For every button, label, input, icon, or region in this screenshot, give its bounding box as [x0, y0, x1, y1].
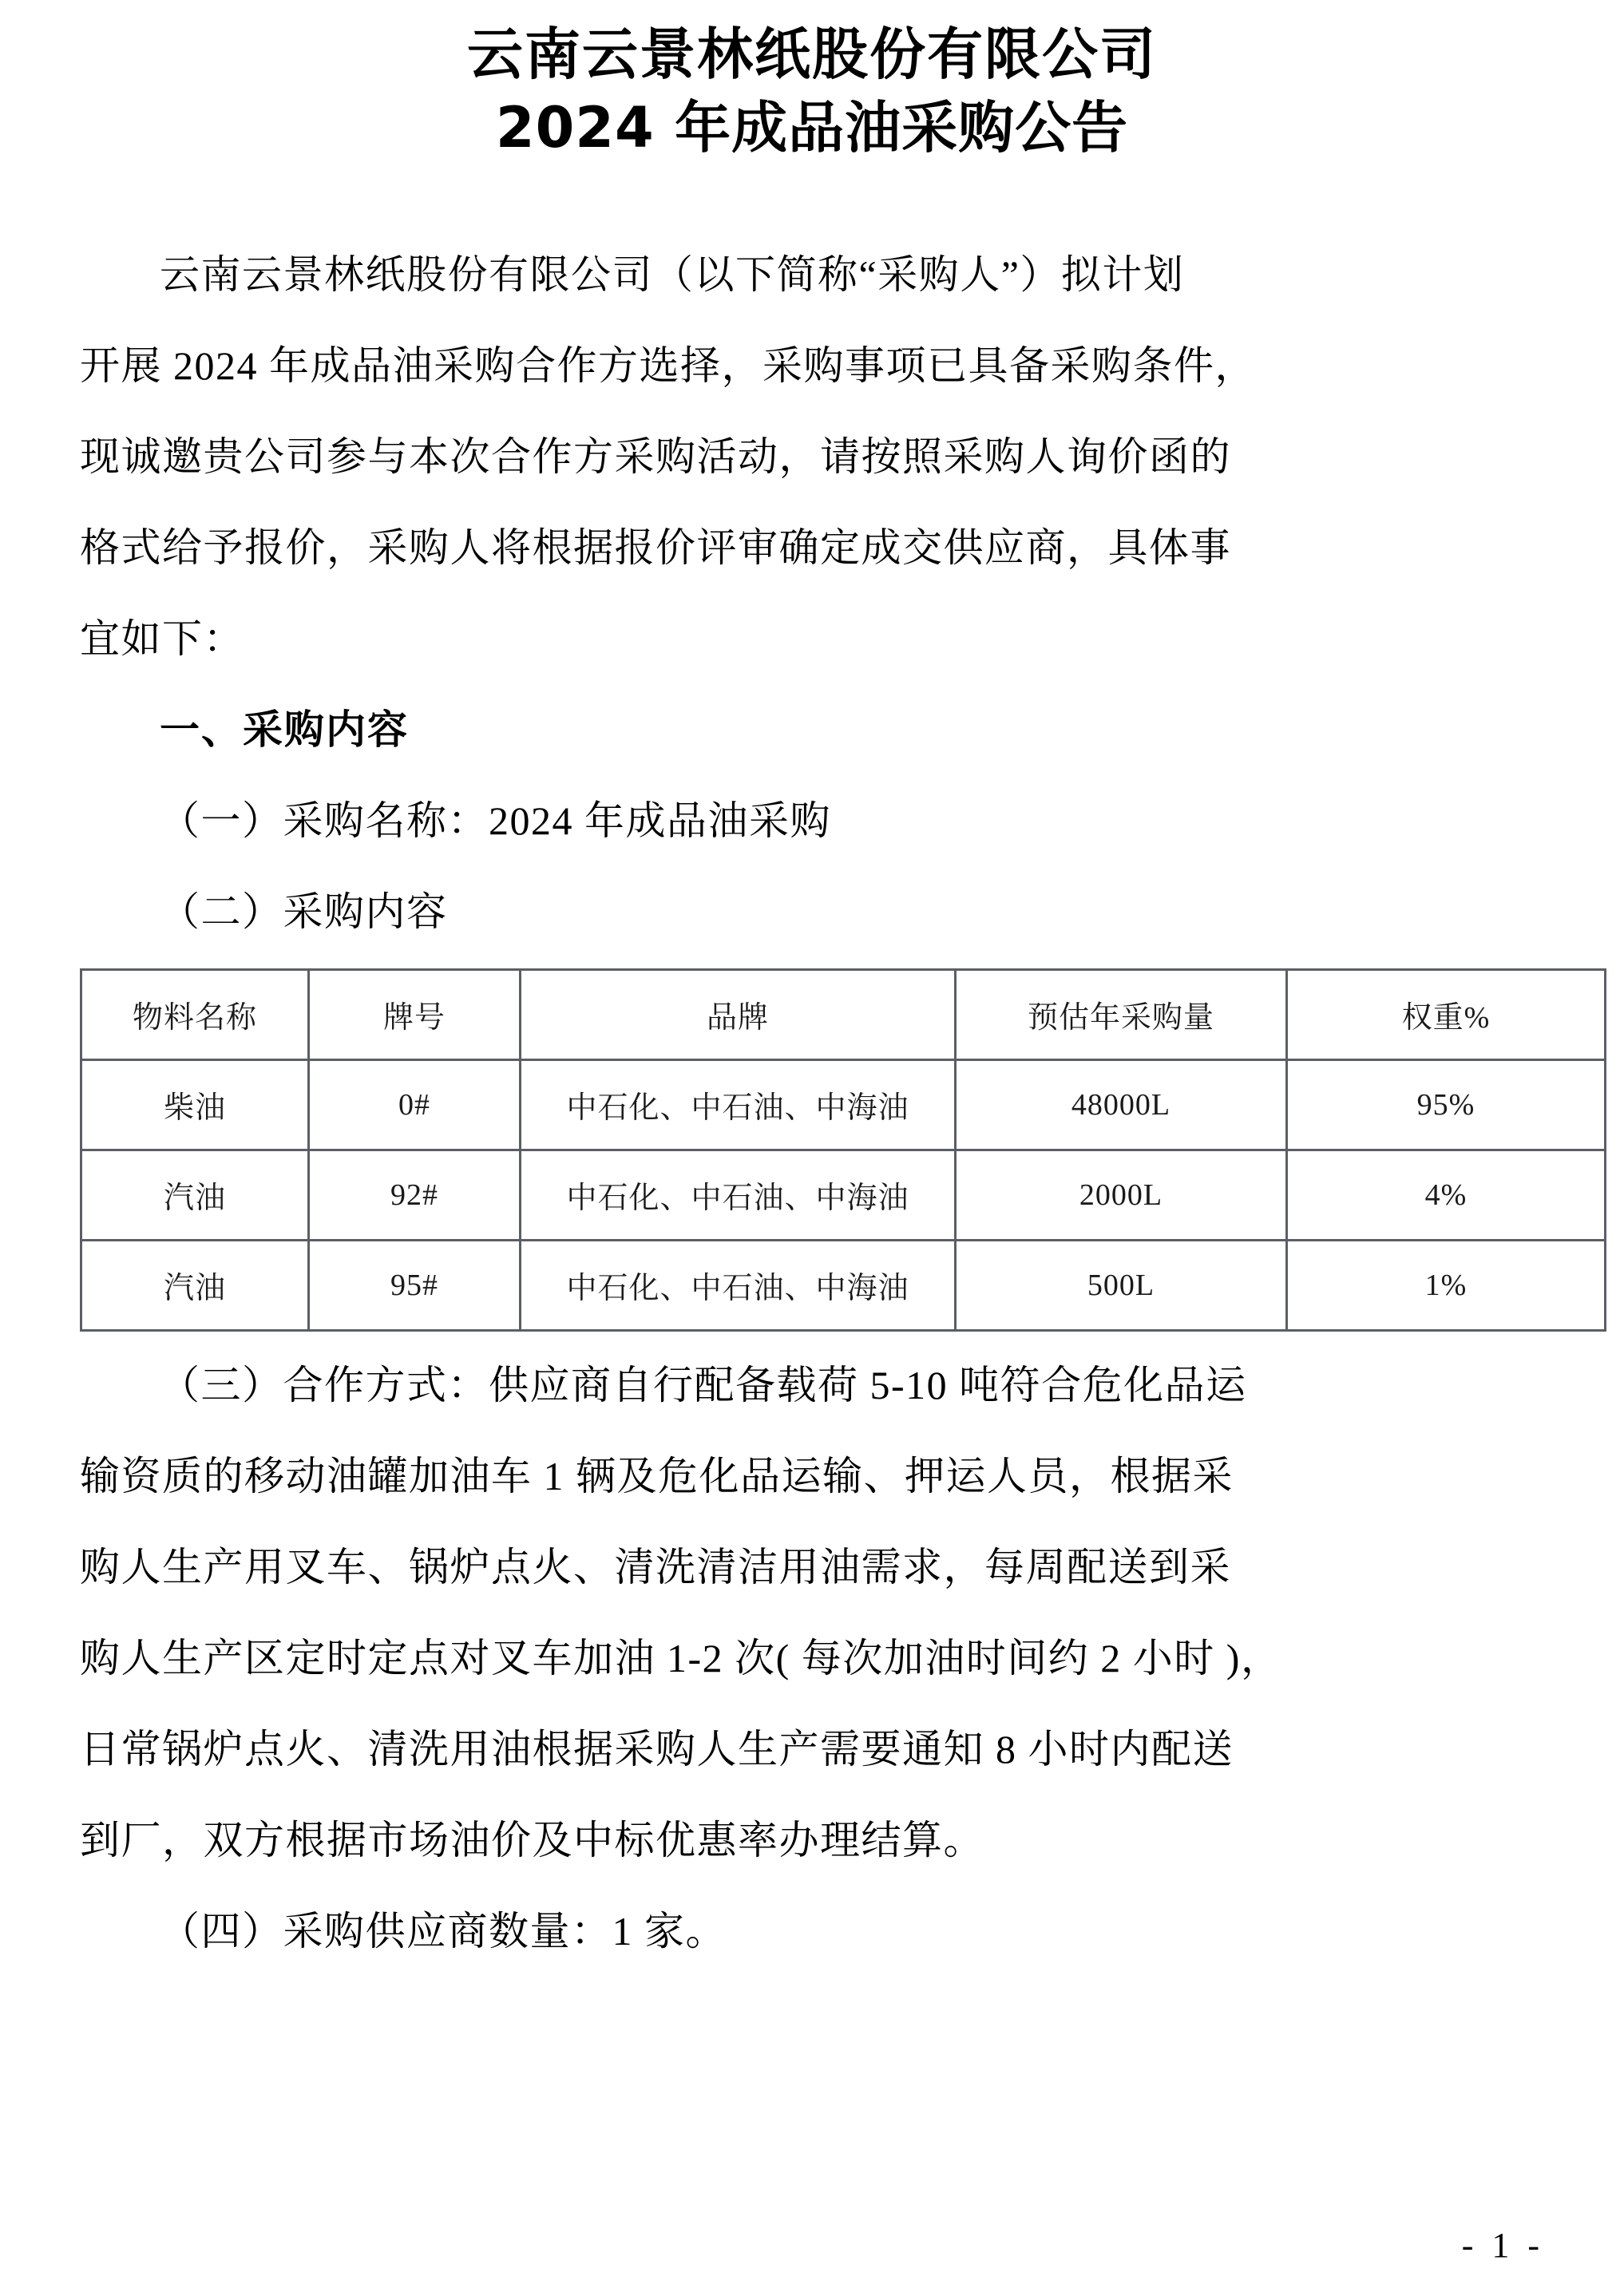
- table-header: [81, 969, 1606, 1059]
- cell-quantity: 500L: [956, 1240, 1287, 1330]
- cell-brand: 中石化、中石油、中海油: [521, 1150, 956, 1240]
- item-procurement-name: （一）采购名称：2024 年成品油采购: [160, 798, 831, 843]
- table-row: [81, 1150, 1606, 1240]
- column-header-material: 物料名称: [81, 969, 309, 1059]
- item-procurement-content: （二）采购内容: [160, 889, 448, 934]
- table-body: [81, 1059, 1606, 1330]
- cell-weight: 95%: [1287, 1059, 1606, 1150]
- cell-weight: 1%: [1287, 1240, 1606, 1330]
- page-number-footer: - 1 -: [1461, 2226, 1544, 2265]
- procurement-table-wrapper: [80, 968, 1544, 1332]
- title-line-1: 云南云景林纸股份有限公司: [467, 22, 1157, 87]
- document-body-continued: [80, 1340, 1544, 1977]
- table-header-row: [81, 969, 1606, 1059]
- intro-line-3: 现诚邀贵公司参与本次合作方采购活动，请按照采购人询价函的: [80, 433, 1231, 479]
- cell-grade: 92#: [309, 1150, 521, 1240]
- column-header-brand: 品牌: [521, 969, 956, 1059]
- cell-quantity: 2000L: [956, 1150, 1287, 1240]
- item-supplier-count: （四）采购供应商数量：1 家。: [160, 1908, 727, 1954]
- cell-brand: 中石化、中石油、中海油: [521, 1059, 956, 1150]
- cell-material: 柴油: [81, 1059, 309, 1150]
- section-heading-procurement-content: 一、采购内容: [160, 706, 409, 753]
- item-cooperation-line-3: 购人生产用叉车、锅炉点火、清洗清洁用油需求，每周配送到采: [80, 1544, 1231, 1589]
- intro-line-1: 云南云景林纸股份有限公司（以下简称“采购人”）拟计划: [160, 251, 1185, 297]
- item-cooperation-line-4: 购人生产区定时定点对叉车加油 1-2 次( 每次加油时间约 2 小时 )，: [80, 1635, 1282, 1680]
- cell-grade: 0#: [309, 1059, 521, 1150]
- table-row: [81, 1240, 1606, 1330]
- intro-line-2: 开展 2024 年成品油采购合作方选择，采购事项已具备采购条件，: [80, 342, 1256, 388]
- item-cooperation-line-5: 日常锅炉点火、清洗用油根据采购人生产需要通知 8 小时内配送: [80, 1726, 1234, 1771]
- cell-material: 汽油: [81, 1150, 309, 1240]
- item-cooperation-line-6: 到厂，双方根据市场油价及中标优惠率办理结算。: [80, 1817, 984, 1863]
- cell-weight: 4%: [1287, 1150, 1606, 1240]
- document-body: [80, 229, 1544, 957]
- cell-material: 汽油: [81, 1240, 309, 1330]
- column-header-grade: 牌号: [309, 969, 521, 1059]
- page-title: [80, 0, 1544, 165]
- intro-line-5: 宜如下：: [80, 616, 244, 661]
- title-line-2: 2024 年成品油采购公告: [495, 95, 1129, 161]
- intro-line-4: 格式给予报价，采购人将根据报价评审确定成交供应商，具体事: [80, 525, 1231, 570]
- procurement-table: [80, 968, 1606, 1332]
- item-cooperation-line-2: 输资质的移动油罐加油车 1 辆及危化品运输、押运人员，根据采: [80, 1453, 1234, 1498]
- table-row: [81, 1059, 1606, 1150]
- column-header-quantity: 预估年采购量: [956, 969, 1287, 1059]
- column-header-weight: 权重%: [1287, 969, 1606, 1059]
- cell-brand: 中石化、中石油、中海油: [521, 1240, 956, 1330]
- item-cooperation-line-1: （三）合作方式：供应商自行配备载荷 5-10 吨符合危化品运: [160, 1362, 1247, 1407]
- cell-grade: 95#: [309, 1240, 521, 1330]
- cell-quantity: 48000L: [956, 1059, 1287, 1150]
